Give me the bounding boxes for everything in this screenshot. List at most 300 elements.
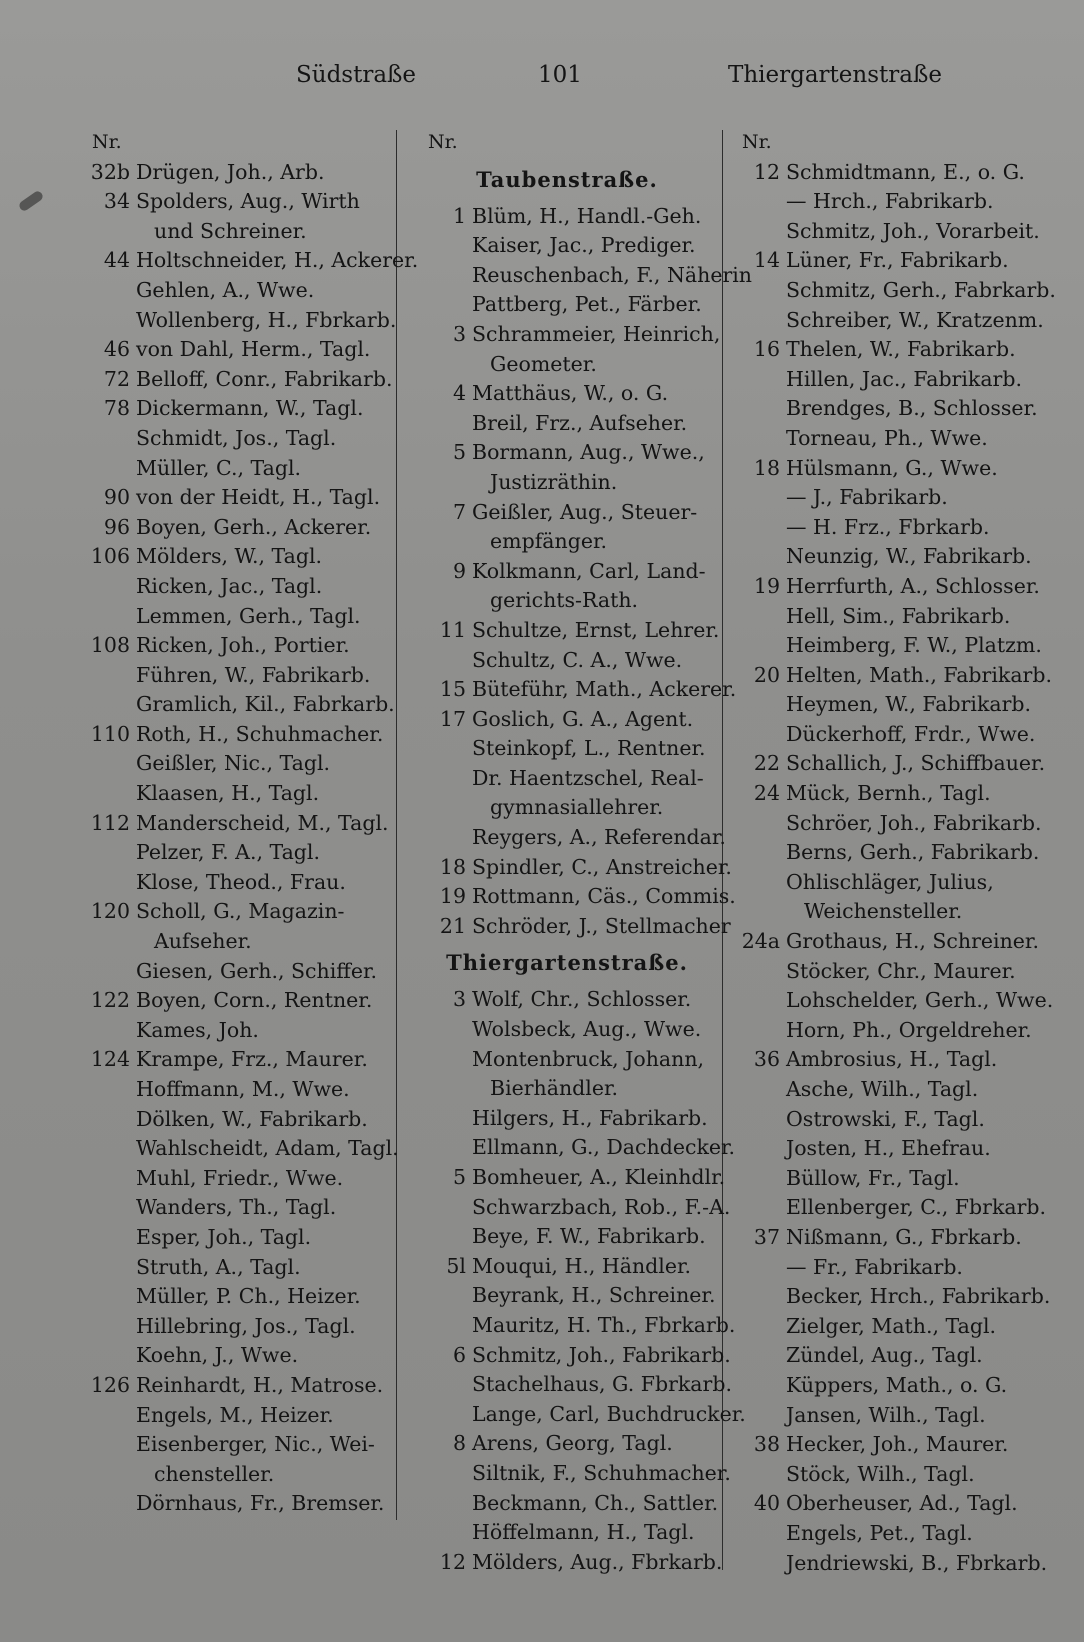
house-number — [728, 424, 786, 454]
house-number — [728, 1075, 786, 1105]
directory-entry — [78, 749, 396, 779]
resident-entry: Zielger, Math., Tagl. — [786, 1313, 997, 1338]
house-number — [414, 823, 472, 853]
house-number — [728, 1519, 786, 1549]
house-number — [728, 631, 786, 661]
resident-entry: Oberheuser, Ad., Tagl. — [786, 1491, 1018, 1516]
resident-entry: Reuschenbach, F., Näherin — [472, 262, 753, 287]
resident-entry: Esper, Joh., Tagl. — [136, 1224, 312, 1249]
directory-entry — [728, 276, 1056, 306]
entry-list — [728, 158, 1056, 1579]
house-number: 72 — [103, 366, 130, 391]
house-number: 78 — [103, 396, 130, 421]
house-number: 32b — [90, 159, 130, 184]
resident-entry: Schmitz, Joh., Vorarbeit. — [786, 218, 1040, 243]
directory-entry — [78, 1489, 396, 1519]
resident-entry: Wolf, Chr., Schlosser. — [472, 987, 692, 1012]
resident-entry: gerichts-Rath. — [490, 588, 639, 613]
directory-entry — [728, 246, 1056, 276]
house-number — [728, 1164, 786, 1194]
house-number — [728, 897, 786, 927]
house-number — [78, 779, 136, 809]
directory-entry — [728, 1223, 1056, 1253]
resident-entry: Ellenberger, C., Fbrkarb. — [786, 1195, 1047, 1220]
directory-entry — [414, 764, 720, 794]
directory-entry — [78, 1105, 396, 1135]
house-number: 3 — [452, 987, 466, 1012]
directory-entry — [78, 1430, 396, 1460]
house-number — [78, 1164, 136, 1194]
column-3 — [728, 128, 1056, 1578]
directory-entry — [78, 1312, 396, 1342]
house-number — [78, 1016, 136, 1046]
house-number — [414, 231, 472, 261]
directory-entry — [78, 1134, 399, 1164]
house-number: 5 — [452, 440, 466, 465]
directory-entry — [728, 572, 1056, 602]
directory-entry — [728, 868, 1056, 898]
resident-entry: Ambrosius, H., Tagl. — [786, 1047, 998, 1072]
resident-entry: Höffelmann, H., Tagl. — [472, 1520, 695, 1545]
resident-entry: Giesen, Gerh., Schiffer. — [136, 958, 378, 983]
street-heading: Thiergartenstraße. — [446, 950, 688, 976]
house-number — [78, 1075, 136, 1105]
directory-entry — [414, 1163, 726, 1193]
house-number — [414, 1104, 472, 1134]
house-number: 7 — [452, 499, 466, 524]
directory-entry — [78, 542, 396, 572]
house-number: 22 — [753, 751, 780, 776]
house-number: 14 — [753, 248, 780, 273]
house-number: 9 — [452, 558, 466, 583]
resident-entry: Pelzer, F. A., Tagl. — [136, 840, 320, 865]
resident-entry: Schröer, Joh., Fabrikarb. — [786, 810, 1042, 835]
house-number — [414, 764, 472, 794]
house-number — [728, 1460, 786, 1490]
house-number: 108 — [90, 633, 130, 658]
house-number — [78, 276, 136, 306]
house-number — [414, 350, 472, 380]
directory-entry — [78, 335, 396, 365]
resident-entry: Arens, Georg, Tagl. — [472, 1431, 673, 1456]
resident-entry: Kames, Joh. — [136, 1017, 259, 1042]
resident-entry: Holtschneider, H., Ackerer. — [136, 248, 419, 273]
directory-entry — [414, 616, 720, 646]
directory-entry — [78, 1193, 396, 1223]
directory-entry — [78, 1164, 396, 1194]
house-number: 40 — [753, 1491, 780, 1516]
house-number — [78, 1253, 136, 1283]
resident-entry: Dückerhoff, Frdr., Wwe. — [786, 721, 1036, 746]
directory-entry — [78, 897, 396, 927]
directory-entry — [78, 1341, 396, 1371]
directory-entry — [414, 1074, 720, 1104]
resident-entry: Zündel, Aug., Tagl. — [786, 1343, 983, 1368]
directory-entry — [728, 1193, 1056, 1223]
directory-entry — [78, 779, 396, 809]
directory-entry — [728, 897, 1056, 927]
resident-entry: Becker, Hrch., Fabrikarb. — [786, 1284, 1051, 1309]
resident-entry: Schmidtmann, E., o. G. — [786, 159, 1025, 184]
house-number — [728, 602, 786, 632]
house-number: 34 — [103, 189, 130, 214]
house-number — [78, 838, 136, 868]
house-number — [414, 1370, 472, 1400]
house-number: 124 — [90, 1047, 130, 1072]
resident-entry: Brendges, B., Schlosser. — [786, 396, 1038, 421]
directory-entry — [78, 424, 396, 454]
resident-entry: Horn, Ph., Orgeldreher. — [786, 1017, 1032, 1042]
resident-entry: Dr. Haentzschel, Real- — [472, 765, 704, 790]
directory-entry — [728, 335, 1056, 365]
house-number — [414, 1459, 472, 1489]
house-number — [414, 1133, 472, 1163]
resident-entry: Mölders, W., Tagl. — [136, 544, 323, 569]
house-number — [728, 1134, 786, 1164]
directory-entry — [414, 1104, 720, 1134]
street-heading: Taubenstraße. — [476, 166, 658, 192]
house-number — [728, 868, 786, 898]
house-number — [78, 602, 136, 632]
house-number: 19 — [439, 884, 466, 909]
entry-list — [414, 985, 746, 1577]
house-number — [728, 1549, 786, 1579]
house-number — [78, 1134, 136, 1164]
resident-entry: Drügen, Joh., Arb. — [136, 159, 325, 184]
directory-entry — [414, 1400, 746, 1430]
resident-entry: Lange, Carl, Buchdrucker. — [472, 1401, 746, 1426]
directory-entry — [414, 1548, 723, 1578]
resident-entry: Führen, W., Fabrikarb. — [136, 662, 371, 687]
directory-entry — [414, 1222, 720, 1252]
resident-entry: Breil, Frz., Aufseher. — [472, 410, 688, 435]
directory-entry — [728, 1045, 1056, 1075]
directory-entry — [728, 1519, 1056, 1549]
resident-entry: Schultz, C. A., Wwe. — [472, 647, 683, 672]
directory-entry — [78, 1460, 396, 1490]
directory-entry — [728, 1134, 1056, 1164]
resident-entry: Josten, H., Ehefrau. — [786, 1136, 991, 1161]
directory-entry — [728, 217, 1056, 247]
resident-entry: Mauritz, H. Th., Fbrkarb. — [472, 1312, 736, 1337]
house-number: 24 — [753, 781, 780, 806]
resident-entry: Büteführ, Math., Ackerer. — [472, 677, 737, 702]
resident-entry: Weichensteller. — [804, 899, 963, 924]
directory-entry — [78, 1223, 396, 1253]
house-number: 122 — [90, 988, 130, 1013]
resident-entry: Dickermann, W., Tagl. — [136, 396, 364, 421]
directory-entry — [728, 927, 1056, 957]
directory-entry — [78, 394, 396, 424]
directory-entry — [728, 631, 1056, 661]
resident-entry: Stachelhaus, G. Fbrkarb. — [472, 1372, 732, 1397]
resident-entry: Grothaus, H., Schreiner. — [786, 929, 1039, 954]
directory-entry — [78, 187, 396, 217]
resident-entry: Muhl, Friedr., Wwe. — [136, 1165, 344, 1190]
resident-entry: Spolders, Aug., Wirth — [136, 189, 360, 214]
directory-entry — [728, 158, 1056, 188]
directory-entry — [728, 1016, 1056, 1046]
resident-entry: Struth, A., Tagl. — [136, 1254, 301, 1279]
directory-entry — [414, 1252, 720, 1282]
resident-entry: Lemmen, Gerh., Tagl. — [136, 603, 361, 628]
house-number — [728, 483, 786, 513]
directory-entry — [414, 379, 720, 409]
house-number — [78, 1430, 136, 1460]
directory-entry — [78, 483, 396, 513]
resident-entry: Heimberg, F. W., Platzm. — [786, 633, 1042, 658]
resident-entry: Thelen, W., Fabrikarb. — [786, 337, 1016, 362]
resident-entry: Schultze, Ernst, Lehrer. — [472, 617, 720, 642]
house-number: 20 — [753, 662, 780, 687]
directory-entry — [728, 749, 1056, 779]
directory-entry — [728, 1282, 1056, 1312]
house-number — [78, 1105, 136, 1135]
resident-entry: Jansen, Wilh., Tagl. — [786, 1402, 986, 1427]
resident-entry: Engels, M., Heizer. — [136, 1402, 334, 1427]
resident-entry: Hell, Sim., Fabrikarb. — [786, 603, 1011, 628]
directory-entry — [414, 498, 720, 528]
resident-entry: empfänger. — [490, 529, 608, 554]
directory-entry — [414, 290, 720, 320]
directory-entry — [414, 705, 720, 735]
resident-entry: Ricken, Joh., Portier. — [136, 633, 350, 658]
resident-entry: Schwarzbach, Rob., F.-A. — [472, 1194, 731, 1219]
resident-entry: Eisenberger, Nic., Wei- — [136, 1432, 375, 1457]
house-number: 12 — [439, 1549, 466, 1574]
ink-mark — [17, 189, 44, 212]
house-number — [78, 690, 136, 720]
directory-entry — [78, 1045, 396, 1075]
house-number — [78, 1282, 136, 1312]
resident-entry: Goslich, G. A., Agent. — [472, 706, 694, 731]
directory-entry — [728, 542, 1056, 572]
directory-entry — [728, 779, 1056, 809]
resident-entry: Hillebring, Jos., Tagl. — [136, 1313, 356, 1338]
house-number — [78, 1341, 136, 1371]
house-number — [78, 1312, 136, 1342]
resident-entry: Hülsmann, G., Wwe. — [786, 455, 998, 480]
resident-entry: Belloff, Conr., Fabrikarb. — [136, 366, 393, 391]
resident-entry: Boyen, Corn., Rentner. — [136, 988, 373, 1013]
house-number — [414, 1311, 472, 1341]
directory-entry — [414, 985, 720, 1015]
house-number: 19 — [753, 573, 780, 598]
resident-entry: Ostrowski, F., Tagl. — [786, 1106, 985, 1131]
page-number: 101 — [538, 62, 582, 88]
directory-entry — [414, 202, 720, 232]
resident-entry: Beye, F. W., Fabrikarb. — [472, 1224, 706, 1249]
directory-entry — [414, 1370, 732, 1400]
header-left-street: Südstraße — [296, 62, 417, 88]
resident-entry: Kolkmann, Carl, Land- — [472, 558, 706, 583]
house-number — [78, 868, 136, 898]
directory-entry — [414, 350, 720, 380]
directory-entry — [728, 1430, 1056, 1460]
house-number: 4 — [452, 381, 466, 406]
resident-entry: Geißler, Aug., Steuer- — [472, 499, 698, 524]
house-number: 44 — [103, 248, 130, 273]
directory-entry — [78, 1016, 396, 1046]
directory-entry — [78, 986, 396, 1016]
resident-entry: Aufseher. — [154, 929, 252, 954]
house-number — [728, 513, 786, 543]
resident-entry: Hilgers, H., Fabrikarb. — [472, 1105, 708, 1130]
house-number: 90 — [103, 485, 130, 510]
directory-entry — [728, 306, 1056, 336]
house-number — [78, 661, 136, 691]
directory-entry — [78, 454, 396, 484]
directory-entry — [414, 1518, 720, 1548]
resident-entry: Gehlen, A., Wwe. — [136, 277, 315, 302]
resident-entry: Engels, Pet., Tagl. — [786, 1520, 973, 1545]
directory-entry — [78, 690, 396, 720]
resident-entry: Lüner, Fr., Fabrikarb. — [786, 248, 1009, 273]
house-number — [728, 690, 786, 720]
resident-entry: Schallich, J., Schiffbauer. — [786, 751, 1046, 776]
resident-entry: Berns, Gerh., Fabrikarb. — [786, 840, 1040, 865]
resident-entry: Schreiber, W., Kratzenm. — [786, 307, 1044, 332]
house-number: 5l — [446, 1253, 466, 1278]
house-number — [728, 986, 786, 1016]
directory-entry — [78, 365, 396, 395]
house-number — [414, 1518, 472, 1548]
house-number — [728, 1312, 786, 1342]
house-number — [414, 1045, 472, 1075]
header-right-street: Thiergartenstraße — [728, 62, 942, 88]
directory-entry — [728, 986, 1056, 1016]
house-number — [414, 793, 472, 823]
house-number: 106 — [90, 544, 130, 569]
directory-entry — [728, 720, 1056, 750]
house-number — [78, 306, 136, 336]
nr-label: Nr. — [92, 131, 122, 153]
directory-entry — [728, 424, 1056, 454]
resident-entry: Justizräthin. — [490, 469, 618, 494]
resident-entry: Wolsbeck, Aug., Wwe. — [472, 1017, 702, 1042]
nr-label: Nr. — [742, 131, 772, 153]
resident-entry: gymnasiallehrer. — [490, 795, 664, 820]
resident-entry: Geometer. — [490, 351, 597, 376]
column-2 — [414, 128, 753, 1577]
resident-entry: Blüm, H., Handl.-Geh. — [472, 203, 702, 228]
resident-entry: Hecker, Joh., Maurer. — [786, 1432, 1009, 1457]
resident-entry: Spindler, C., Anstreicher. — [472, 854, 732, 879]
directory-entry — [728, 809, 1056, 839]
resident-entry: — Fr., Fabrikarb. — [786, 1254, 963, 1279]
house-number — [728, 1193, 786, 1223]
resident-entry: Mölders, Aug., Fbrkarb. — [472, 1549, 723, 1574]
house-number: 46 — [103, 337, 130, 362]
house-number — [414, 409, 472, 439]
resident-entry: Bierhändler. — [490, 1076, 619, 1101]
house-number — [78, 572, 136, 602]
directory-entry — [78, 217, 396, 247]
directory-entry — [414, 1133, 736, 1163]
directory-entry — [728, 483, 1056, 513]
house-number — [414, 261, 472, 291]
resident-entry: Küppers, Math., o. G. — [786, 1372, 1008, 1397]
resident-entry: Reinhardt, H., Matrose. — [136, 1372, 384, 1397]
house-number: 36 — [753, 1047, 780, 1072]
resident-entry: Koehn, J., Wwe. — [136, 1343, 299, 1368]
house-number — [414, 1281, 472, 1311]
directory-entry — [78, 957, 396, 987]
resident-entry: chensteller. — [154, 1461, 275, 1486]
resident-entry: Beyrank, H., Schreiner. — [472, 1283, 716, 1308]
directory-entry — [414, 912, 731, 942]
resident-entry: Wanders, Th., Tagl. — [136, 1195, 337, 1220]
house-number: 6 — [452, 1342, 466, 1367]
house-number: 120 — [90, 899, 130, 924]
house-number — [414, 468, 472, 498]
resident-entry: Stöck, Wilh., Tagl. — [786, 1461, 975, 1486]
directory-entry — [728, 394, 1056, 424]
house-number: 96 — [103, 514, 130, 539]
resident-entry: Dölken, W., Fabrikarb. — [136, 1106, 368, 1131]
directory-entry — [728, 1075, 1056, 1105]
house-number: 126 — [90, 1372, 130, 1397]
directory-entry — [728, 602, 1056, 632]
house-number — [728, 1371, 786, 1401]
resident-entry: Kaiser, Jac., Prediger. — [472, 233, 696, 258]
house-number — [414, 1400, 472, 1430]
directory-entry — [78, 1401, 396, 1431]
resident-entry: Schmidt, Jos., Tagl. — [136, 425, 337, 450]
house-number — [728, 276, 786, 306]
directory-entry — [414, 586, 720, 616]
directory-entry — [728, 661, 1056, 691]
house-number — [78, 1460, 136, 1490]
house-number — [78, 927, 136, 957]
directory-entry — [414, 1015, 720, 1045]
resident-entry: Asche, Wilh., Tagl. — [786, 1077, 979, 1101]
directory-entry — [414, 1311, 736, 1341]
house-number — [414, 290, 472, 320]
resident-entry: Müller, C., Tagl. — [136, 455, 302, 480]
directory-entry — [414, 823, 726, 853]
directory-entry — [414, 1489, 720, 1519]
directory-entry — [414, 261, 753, 291]
resident-entry: Ellmann, G., Dachdecker. — [472, 1135, 736, 1160]
nr-label: Nr. — [428, 131, 458, 153]
directory-entry — [78, 868, 396, 898]
house-number: 15 — [439, 677, 466, 702]
resident-entry: und Schreiner. — [154, 218, 307, 243]
directory-entry — [78, 1253, 396, 1283]
directory-entry — [78, 158, 396, 188]
house-number — [78, 1401, 136, 1431]
house-number — [728, 1105, 786, 1135]
resident-entry: Bormann, Aug., Wwe., — [472, 440, 705, 465]
house-number: 16 — [753, 337, 780, 362]
resident-entry: — J., Fabrikarb. — [786, 485, 948, 510]
directory-entry — [414, 646, 720, 676]
resident-entry: Rottmann, Cäs., Commis. — [472, 884, 736, 909]
resident-entry: Lohschelder, Gerh., Wwe. — [786, 988, 1054, 1013]
directory-entry — [78, 1371, 396, 1401]
house-number — [78, 957, 136, 987]
column-divider-1 — [396, 130, 397, 1520]
house-number — [78, 454, 136, 484]
directory-entry — [78, 306, 396, 336]
directory-entry — [414, 1045, 720, 1075]
directory-entry — [728, 1105, 1056, 1135]
directory-entry — [728, 365, 1056, 395]
directory-entry — [78, 1075, 396, 1105]
house-number: 18 — [753, 455, 780, 480]
directory-entry — [728, 1312, 1056, 1342]
